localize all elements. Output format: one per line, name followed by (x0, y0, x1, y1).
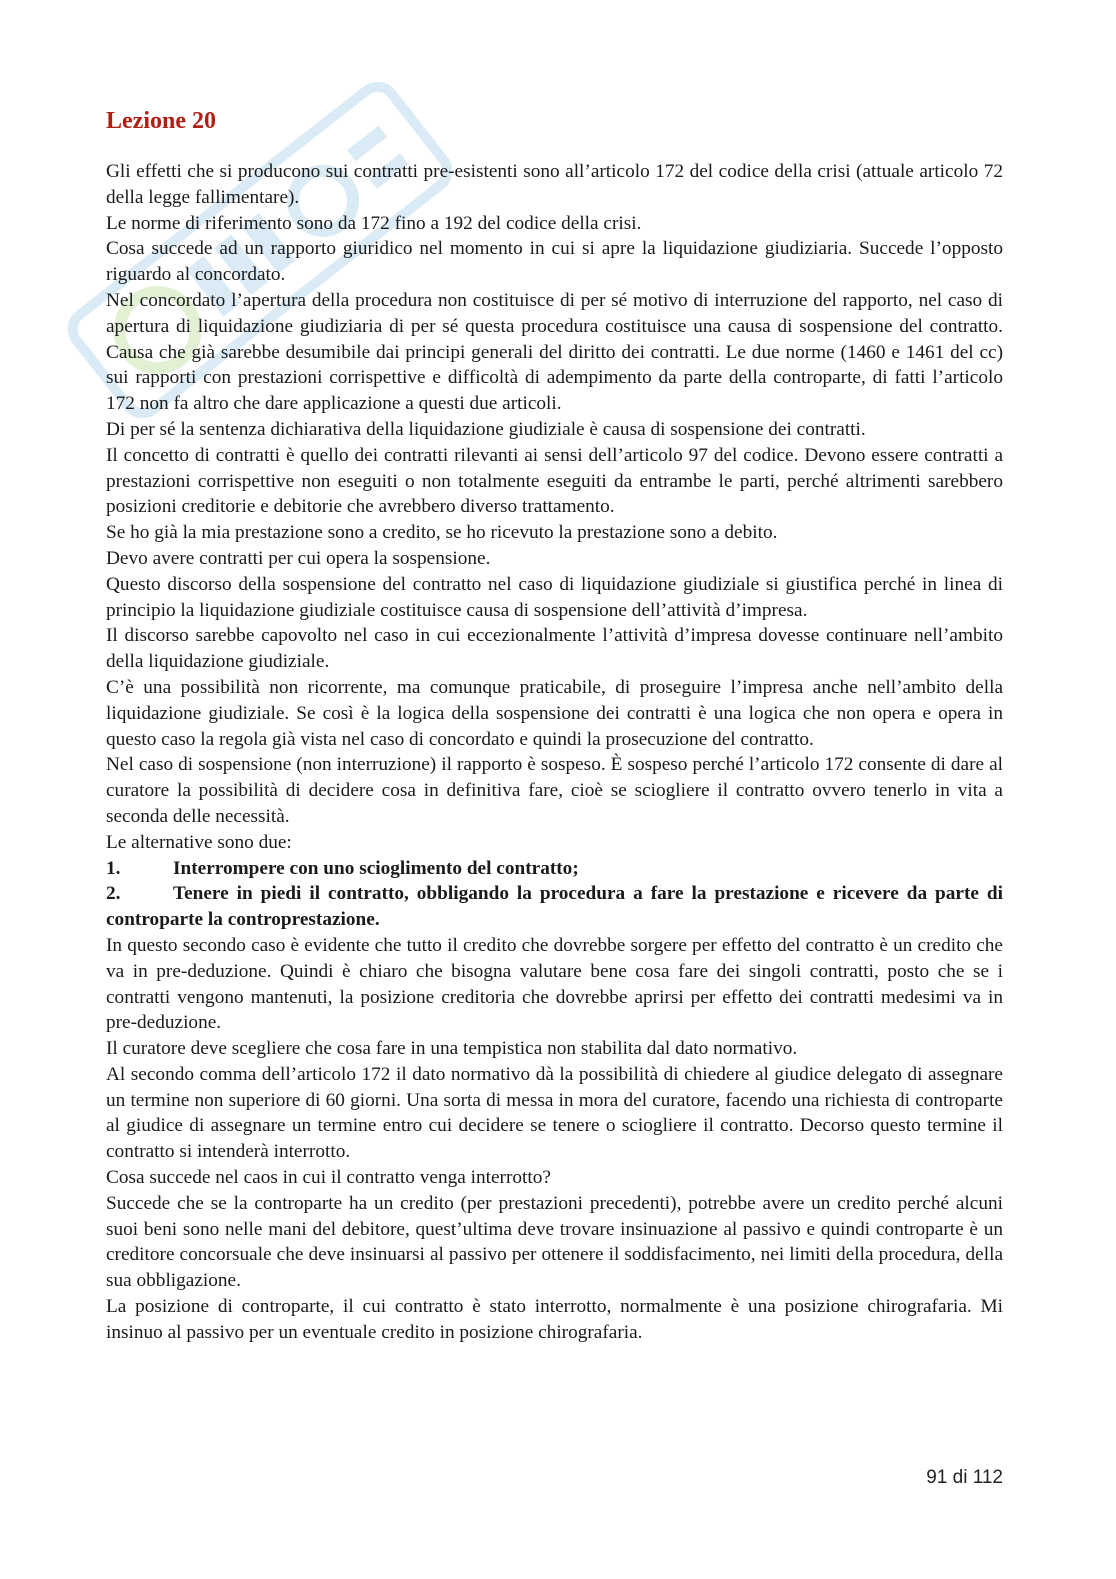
paragraph: C’è una possibilità non ricorrente, ma comunque praticabile, di proseguire l’impresa anche nell’ambito della liquidazione giudiziale. Se così è la logica della sospensione dei contratti è una logica che non opera e opera in questo caso la regola già vista nel caso di concordato e quindi la prosecuzione del contratto. (106, 676, 1003, 750)
paragraph: Il concetto di contratti è quello dei contratti rilevanti ai sensi dell’articolo 97 del codice. Devono essere contratti a prestazioni corrispettive non eseguiti o non totalmente eseguiti da entrambe le parti, perché altrimenti sarebbero posizioni creditorie e debitorie che avrebbero diverso trattamento. (106, 444, 1003, 518)
list-text: Interrompere con uno scioglimento del contratto; (173, 857, 579, 879)
paragraph: In questo secondo caso è evidente che tutto il credito che dovrebbe sorgere per effetto del contratto è un credito che va in pre-deduzione. Quindi è chiaro che bisogna valutare bene cosa fare dei singoli contratti, posto che se i contratti vengono mantenuti, la posizione creditoria che dovrebbe aprirsi per effetto dei contratti medesimi va in pre-deduzione. (106, 934, 1003, 1034)
paragraph: Le norme di riferimento sono da 172 fino a 192 del codice della crisi. (106, 212, 642, 234)
paragraph: Gli effetti che si producono sui contratti pre-esistenti sono all’articolo 172 del codice della crisi (attuale articolo 72 della legge fallimentare). (106, 161, 1003, 208)
paragraph: La posizione di controparte, il cui contratto è stato interrotto, normalmente è una posizione chirografaria. Mi insinuo al passivo per un eventuale credito in posizione chirografaria. (106, 1296, 1003, 1343)
lesson-title: Lezione 20 (106, 108, 216, 134)
paragraph: Le alternative sono due: (106, 831, 292, 853)
list-item (106, 881, 1003, 933)
paragraph: Cosa succede nel caos in cui il contratto venga interrotto? (106, 1167, 551, 1189)
paragraph: Se ho già la mia prestazione sono a credito, se ho ricevuto la prestazione sono a debito. (106, 522, 778, 544)
paragraph: Cosa succede ad un rapporto giuridico nel momento in cui si apre la liquidazione giudiziaria. Succede l’opposto riguardo al concordato. (106, 238, 1003, 286)
page-content (106, 106, 1003, 1346)
paragraphs-after-list (106, 933, 1003, 1346)
list-number: 2. (106, 883, 121, 905)
paragraph: Nel concordato l’apertura della procedura non costituisce di per sé motivo di interruzione del rapporto, nel caso di apertura di liquidazione giudiziaria di per sé questa procedura costituisce una causa di sospensione del contratto. Causa che già sarebbe desumibile dai principi generali del diritto dei contratti. Le due norme (1460 e 1461 del cc) sui rapporti con prestazioni corrispettive e difficoltà di adempimento da parte della controparte, di fatti l’articolo 172 non fa altro che dare applicazione a questi due articoli. (106, 289, 1003, 415)
paragraph: Nel caso di sospensione (non interruzione) il rapporto è sospeso. È sospeso perché l’articolo 172 consente di dare al curatore la possibilità di decidere cosa in definitiva fare, cioè se sciogliere il contratto ovvero tenerlo in vita a seconda delle necessità. (106, 754, 1003, 827)
list-text: Tenere in piedi il contratto, obbligando la procedura a fare la prestazione e ricevere da parte di controparte la controprestazione. (106, 883, 1003, 931)
page-number: 91 di 112 (926, 1467, 1003, 1488)
paragraph: Il discorso sarebbe capovolto nel caso in cui eccezionalmente l’attività d’impresa dovesse continuare nell’ambito della liquidazione giudiziale. (106, 625, 1003, 673)
list-number: 1. (106, 857, 121, 879)
paragraph: Al secondo comma dell’articolo 172 il dato normativo dà la possibilità di chiedere al giudice delegato di assegnare un termine non superiore di 60 giorni. Una sorta di messa in mora del curatore, facendo una richiesta di controparte al giudice di assegnare un termine entro cui decidere se tenere o sciogliere il contratto. Decorso questo termine il contratto si intenderà interrotto. (106, 1063, 1003, 1163)
alternatives-list (106, 856, 1003, 933)
paragraph: Succede che se la controparte ha un credito (per prestazioni precedenti), potrebbe avere un credito perché alcuni suoi beni sono nelle mani del debitore, quest’ultima deve trovare insinuazione al passivo e quindi controparte è un creditore concorsuale che deve insinuarsi al passivo per ottenere il soddisfacimento, nei limiti della procedura, della sua obbligazione. (106, 1192, 1003, 1292)
paragraphs-before-list (106, 159, 1003, 856)
paragraph: Di per sé la sentenza dichiarativa della liquidazione giudiziale è causa di sospensione dei contratti. (106, 418, 866, 440)
paragraph: Il curatore deve scegliere che cosa fare in una tempistica non stabilita dal dato normativo. (106, 1038, 798, 1060)
list-item (106, 856, 1003, 882)
paragraph: Devo avere contratti per cui opera la sospensione. (106, 547, 491, 569)
paragraph: Questo discorso della sospensione del contratto nel caso di liquidazione giudiziale si giustifica perché in linea di principio la liquidazione giudiziale costituisce causa di sospensione dell’attività d’impresa. (106, 573, 1003, 621)
